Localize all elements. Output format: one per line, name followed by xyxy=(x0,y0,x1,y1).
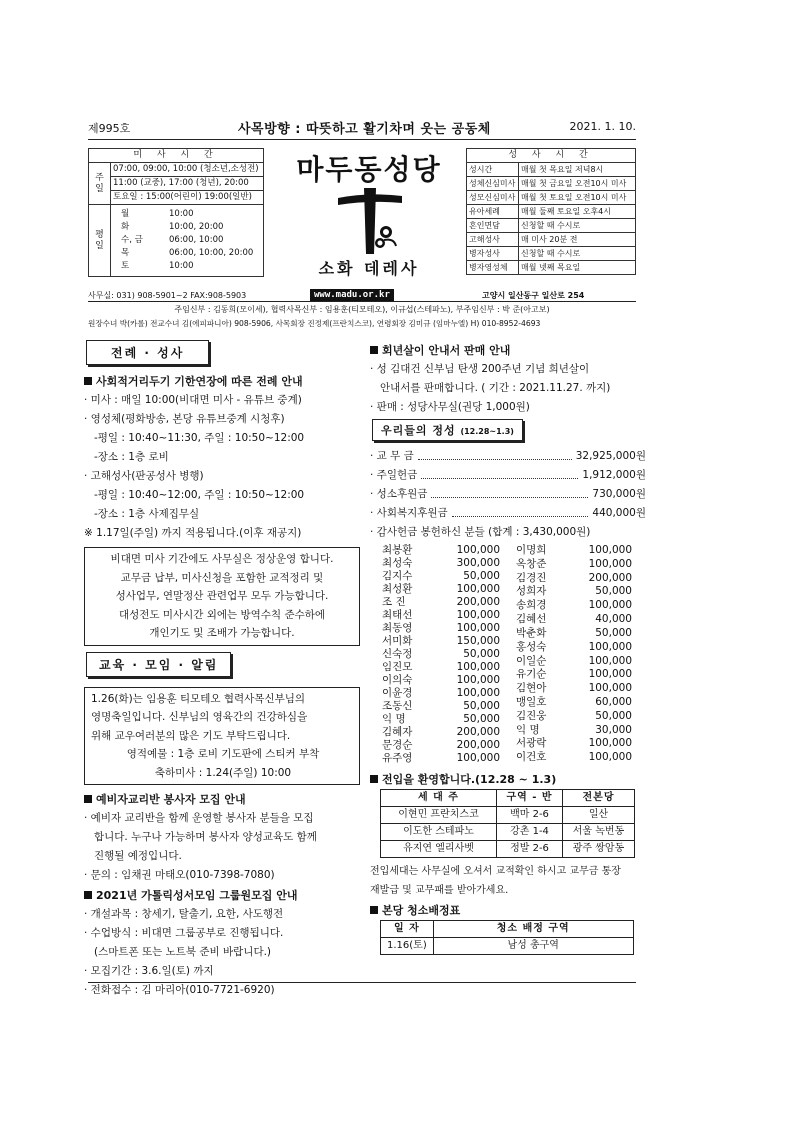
offering-label: · 교 무 금 xyxy=(370,450,414,462)
donor-name: 성희자 xyxy=(516,585,547,598)
donor-name: 조 진 xyxy=(382,596,406,608)
donor-amount: 60,000 xyxy=(595,695,632,708)
cell: 유지연 엘리사벳 xyxy=(381,841,497,858)
feast-notice-box xyxy=(84,687,360,786)
sunday-label: 주 일 xyxy=(89,163,111,205)
offering-amount: 32,925,000원 xyxy=(575,450,646,462)
notice-line: 위해 교우여러분의 많은 기도 부탁드립니다. xyxy=(91,729,291,742)
sacrament-times-title: 성 사 시 간 xyxy=(467,149,636,163)
donor-name: 익 명 xyxy=(382,713,406,725)
text-line: · 전화접수 : 김 마리아(010-7721-6920) xyxy=(84,984,275,996)
donor-amount: 50,000 xyxy=(463,570,500,582)
donor-name: 최봉환 xyxy=(382,544,413,556)
column-header: 세 대 주 xyxy=(381,790,497,807)
offerings-heading xyxy=(372,419,523,441)
text-line: -장소 : 1층 로비 xyxy=(94,451,169,463)
donor-amount: 100,000 xyxy=(456,583,500,595)
donor-amount: 100,000 xyxy=(456,661,500,673)
office-contact: 사무실: 031) 908-5901~2 FAX:908-5903 xyxy=(88,291,247,300)
offering-label: · 사회복지후원금 xyxy=(370,507,448,519)
text-line: 합니다. 누구나 가능하며 봉사자 양성교육도 함께 xyxy=(94,831,317,843)
cell: 이도한 스테파노 xyxy=(381,824,497,841)
sacrament-name: 성체신심미사 xyxy=(467,177,519,191)
donor-name: 유주영 xyxy=(382,752,413,764)
text-line: 전입세대는 사무실에 오셔서 교적확인 하시고 교무금 통장 xyxy=(370,866,621,877)
donor-amount: 100,000 xyxy=(588,668,632,681)
section-title xyxy=(370,771,646,787)
cell: 이현민 프란치스코 xyxy=(381,807,497,824)
donor-amount: 50,000 xyxy=(595,709,632,722)
pastoral-motto: 사목방향 : 따뜻하고 활기차며 웃는 공동체 xyxy=(238,122,491,137)
mass-times-title: 미 사 시 간 xyxy=(89,149,264,163)
thanks-offering-title: · 감사헌금 봉헌하신 분들 (합계 : 3,430,000원) xyxy=(370,526,591,538)
cleaning-title: 본당 청소배정표 xyxy=(382,904,461,917)
sacrament-name: 유아세례 xyxy=(467,205,519,219)
divider xyxy=(88,301,636,302)
donor-amount: 100,000 xyxy=(588,544,632,556)
liturgy-heading: 전례 · 성사 xyxy=(86,340,209,365)
offering-label: · 주일헌금 xyxy=(370,469,418,481)
donor-name: 이명희 xyxy=(516,544,547,556)
sacrament-time: 신청할 때 수시로 xyxy=(519,219,636,233)
donor-name: 익 명 xyxy=(516,723,540,736)
donor-name: 이일순 xyxy=(516,654,547,667)
square-bullet-icon xyxy=(370,906,378,914)
text-line: · 예비자 교리반을 함께 운영할 봉사자 분들을 모집 xyxy=(84,812,314,824)
donor-amount: 300,000 xyxy=(456,557,500,569)
donor-amount: 100,000 xyxy=(456,609,500,621)
staff-line-1: 주임신부 : 김동희(모이세), 협력사목신부 : 임용훈(티모테오), 이규섭(스테파노), 부주임신부 : 박 준(아고보) xyxy=(174,305,550,314)
text-line: · 영성체(평화방송, 본당 유튜브중계 시청후) xyxy=(84,413,285,425)
donor-column-right xyxy=(516,544,632,765)
welcome-table xyxy=(380,789,635,858)
cell: 남성 총구역 xyxy=(433,938,633,955)
donor-amount: 100,000 xyxy=(456,674,500,686)
donor-name: 문경순 xyxy=(382,739,413,751)
column-header: 구역 - 반 xyxy=(497,790,563,807)
sacrament-time: 매월 첫 토요일 오전10시 미사 xyxy=(519,191,636,205)
donor-amount: 100,000 xyxy=(588,640,632,653)
section-title xyxy=(370,902,646,918)
jubilee-title: 회년살이 안내서 판매 안내 xyxy=(382,344,511,357)
text-line: · 성 김대건 신부님 탄생 200주년 기념 희년살이 xyxy=(370,363,590,375)
donor-name: 김경진 xyxy=(516,571,547,584)
text-line: -평일 : 10:40~12:00, 주일 : 10:50~12:00 xyxy=(94,489,305,501)
text-line: · 수업방식 : 비대면 그룹공부로 진행됩니다. xyxy=(84,927,284,939)
office-notice-box xyxy=(84,547,360,646)
donor-name: 이의숙 xyxy=(382,674,413,686)
table-row xyxy=(381,938,634,955)
donor-amount: 40,000 xyxy=(595,613,632,626)
text-line: · 문의 : 임채권 마태오(010-7398-7080) xyxy=(84,869,275,881)
donor-amount: 100,000 xyxy=(456,544,500,556)
weekday-time: 10:00 xyxy=(169,209,194,219)
offerings-heading-label: 우리들의 정성 xyxy=(381,424,456,437)
square-bullet-icon xyxy=(84,795,92,803)
donor-name: 최태선 xyxy=(382,609,413,621)
offering-row xyxy=(370,485,646,504)
donor-name: 김현아 xyxy=(516,682,547,695)
text-line: (스마트폰 또는 노트북 준비 바랍니다.) xyxy=(94,946,272,958)
issue-date: 2021. 1. 10. xyxy=(569,120,636,133)
offering-amount: 730,000원 xyxy=(592,488,646,500)
donor-name: 김진웅 xyxy=(516,709,547,722)
weekday-times xyxy=(111,207,255,274)
weekday-day: 화 xyxy=(121,222,130,232)
issue-number: 제995호 xyxy=(88,122,131,135)
donor-name: 신숙정 xyxy=(382,648,413,660)
donor-amount: 50,000 xyxy=(595,585,632,598)
sacrament-name: 고해성사 xyxy=(467,233,519,247)
sacrament-time: 매월 넷째 목요일 xyxy=(519,261,636,275)
donor-amount: 50,000 xyxy=(463,648,500,660)
donor-amount: 200,000 xyxy=(588,571,632,584)
masthead-row xyxy=(88,118,636,136)
sacrament-name: 병자영성체 xyxy=(467,261,519,275)
donor-amount: 150,000 xyxy=(456,635,500,647)
staff-line-2: 원장수녀 박(카롤) 전교수녀 김(에피파니아) 908-5906, 사목회장 진정제(프란치스코), 연령회장 김미규 (임마누엘) H) 010-8952-4693 xyxy=(88,319,541,328)
square-bullet-icon xyxy=(84,891,92,899)
left-column xyxy=(84,340,360,1000)
church-name: 마두동성당 xyxy=(296,153,442,186)
offering-row xyxy=(370,466,646,485)
donor-name: 서미화 xyxy=(382,635,413,647)
column-header: 전본당 xyxy=(563,790,635,807)
weekday-day: 월 xyxy=(121,209,130,219)
cell: 정발 2-6 xyxy=(497,841,563,858)
donor-amount: 100,000 xyxy=(456,752,500,764)
offering-amount: 440,000원 xyxy=(592,507,646,519)
cell: 서울 녹번동 xyxy=(563,824,635,841)
donor-name: 김혜자 xyxy=(382,726,413,738)
sacrament-name: 성모신심미사 xyxy=(467,191,519,205)
square-bullet-icon xyxy=(84,377,92,385)
offering-label: · 성소후원금 xyxy=(370,488,428,500)
donor-amount: 200,000 xyxy=(456,596,500,608)
church-address: 고양시 일산동구 일산로 254 xyxy=(482,291,585,300)
donor-name: 최성환 xyxy=(382,583,413,595)
sacrament-time: 매월 첫 금요일 오전10시 미사 xyxy=(519,177,636,191)
notice-line: 영명축일입니다. 신부님의 영육간의 건강하심을 xyxy=(91,711,308,723)
church-logo-block xyxy=(274,146,464,284)
donor-name: 이윤경 xyxy=(382,687,413,699)
text-line: ※ 1.17일(주일) 까지 적용됩니다.(이후 재공지) xyxy=(84,527,302,539)
donor-amount: 100,000 xyxy=(588,599,632,612)
donor-amount: 50,000 xyxy=(595,626,632,639)
donor-name: 맹일호 xyxy=(516,695,547,708)
section-title xyxy=(84,791,360,807)
cell: 일산 xyxy=(563,807,635,824)
sunday-times-2: 11:00 (교중), 17:00 (청년), 20:00 xyxy=(111,177,263,191)
catechumen-title: 예비자교리반 봉사자 모집 안내 xyxy=(96,793,246,806)
donor-amount: 100,000 xyxy=(456,687,500,699)
sacrament-time: 매월 둘째 토요일 오후4시 xyxy=(519,205,636,219)
donor-amount: 100,000 xyxy=(588,682,632,695)
text-line: 재발급 및 교무패를 받아가세요. xyxy=(370,885,509,896)
text-line: · 모집기간 : 3.6.일(토) 까지 xyxy=(84,965,214,977)
text-line: 진행될 예정입니다. xyxy=(94,850,182,862)
cleaning-table xyxy=(380,920,634,955)
text-line: -장소 : 1층 사제집무실 xyxy=(94,508,200,520)
weekday-time: 06:00, 10:00, 20:00 xyxy=(169,248,254,258)
table-row xyxy=(381,824,635,841)
donor-name: 이건호 xyxy=(516,751,547,764)
weekday-day: 토 xyxy=(121,261,130,271)
donor-amount: 100,000 xyxy=(588,737,632,750)
column-header: 일 자 xyxy=(381,921,434,938)
text-line: · 미사 : 매일 10:00(비대면 미사 - 유튜브 중계) xyxy=(84,394,302,406)
donor-amount: 200,000 xyxy=(456,739,500,751)
column-header: 청소 배정 구역 xyxy=(433,921,633,938)
weekday-label: 평 일 xyxy=(89,205,111,277)
donor-name: 최동영 xyxy=(382,622,413,634)
donor-list xyxy=(382,544,646,765)
donor-name: 옥창준 xyxy=(516,557,547,570)
donor-name: 유기순 xyxy=(516,668,547,681)
divider xyxy=(88,139,636,140)
sacrament-name: 혼인면담 xyxy=(467,219,519,233)
donor-name: 박춘화 xyxy=(516,626,547,639)
donor-amount: 50,000 xyxy=(463,700,500,712)
donor-amount: 100,000 xyxy=(588,654,632,667)
text-line: 안내서를 판매합니다. ( 기간 : 2021.11.27. 까지) xyxy=(380,382,611,394)
sacrament-name: 병자성사 xyxy=(467,247,519,261)
mass-times-table xyxy=(88,148,264,277)
weekday-time: 06:00, 10:00 xyxy=(169,235,224,245)
notice-line: 대성전도 미사시간 외에는 방역수칙 준수하에 xyxy=(118,608,326,621)
donor-name: 임진모 xyxy=(382,661,413,673)
donor-amount: 100,000 xyxy=(456,622,500,634)
weekday-day: 목 xyxy=(121,248,130,258)
education-heading: 교육 · 모임 · 알림 xyxy=(86,652,231,677)
cell: 백마 2-6 xyxy=(497,807,563,824)
donor-name: 조동신 xyxy=(382,700,413,712)
notice-line: 1.26(화)는 임용훈 티모테오 협력사목신부님의 xyxy=(91,692,306,705)
notice-line: 비대면 미사 기간에도 사무실은 정상운영 합니다. xyxy=(110,553,334,565)
bible-group-title: 2021년 가톨릭성서모임 그룹원모집 안내 xyxy=(96,889,298,902)
cross-rose-icon xyxy=(324,188,414,256)
section-title xyxy=(84,373,360,389)
welcome-title: 전입을 환영합니다.(12.28 ~ 1.3) xyxy=(382,773,557,786)
donor-name: 송희경 xyxy=(516,599,547,612)
square-bullet-icon xyxy=(370,775,378,783)
offering-row xyxy=(370,504,646,523)
weekday-time: 10:00 xyxy=(169,261,194,271)
section-title xyxy=(84,887,360,903)
donor-name: 서광락 xyxy=(516,737,547,750)
table-row xyxy=(381,841,635,858)
sacrament-times-table xyxy=(466,148,636,275)
cell: 강촌 1-4 xyxy=(497,824,563,841)
offerings-range: (12.28~1.3) xyxy=(460,427,514,436)
divider xyxy=(88,982,636,983)
donor-name: 김지수 xyxy=(382,570,413,582)
notice-line: 축하미사 : 1.24(주일) 10:00 xyxy=(154,766,292,779)
donor-amount: 30,000 xyxy=(595,723,632,736)
liturgy-notice-title: 사회적거리두기 기한연장에 따른 전례 안내 xyxy=(96,375,303,388)
website-link[interactable]: www.madu.or.kr xyxy=(310,289,394,301)
donor-amount: 200,000 xyxy=(456,726,500,738)
donor-name: 최성숙 xyxy=(382,557,413,569)
donor-amount: 100,000 xyxy=(588,751,632,764)
right-column xyxy=(370,340,646,959)
text-line: -평일 : 10:40~11:30, 주일 : 10:50~12:00 xyxy=(94,432,305,444)
sacrament-time: 신청할 때 수시로 xyxy=(519,247,636,261)
donor-column-left xyxy=(382,544,500,765)
weekday-day: 수, 금 xyxy=(121,235,143,245)
notice-line: 개인기도 및 조배가 가능합니다. xyxy=(149,627,295,639)
section-title xyxy=(370,342,646,358)
notice-line: 교무금 납부, 미사신청을 포함한 교적정리 및 xyxy=(120,571,324,584)
weekday-time: 10:00, 20:00 xyxy=(169,222,224,232)
cell: 광주 쌍암동 xyxy=(563,841,635,858)
sunday-times-1: 07:00, 09:00, 10:00 (청소년,소성전) xyxy=(111,163,263,177)
donor-amount: 50,000 xyxy=(463,713,500,725)
offering-row xyxy=(370,447,646,466)
cell: 1.16(토) xyxy=(381,938,434,955)
sacrament-time: 매월 첫 목요일 저녁8시 xyxy=(519,163,636,177)
donor-name: 홍성숙 xyxy=(516,640,547,653)
notice-line: 영적예물 : 1층 로비 기도판에 스티커 부착 xyxy=(126,748,320,760)
square-bullet-icon xyxy=(370,346,378,354)
text-line: · 개설과목 : 창세기, 탈출기, 요한, 사도행전 xyxy=(84,908,284,920)
donor-name: 김혜선 xyxy=(516,613,547,626)
offering-amount: 1,912,000원 xyxy=(582,469,646,481)
text-line: · 판매 : 성당사무실(권당 1,000원) xyxy=(370,401,530,413)
patron-saint: 소화 데레사 xyxy=(318,259,420,278)
text-line: · 고해성사(판공성사 병행) xyxy=(84,470,204,482)
table-row xyxy=(381,807,635,824)
saturday-times: 토요일 : 15:00(어린이) 19:00(일반) xyxy=(113,192,252,202)
sacrament-name: 성시간 xyxy=(467,163,519,177)
donor-amount: 100,000 xyxy=(588,557,632,570)
sacrament-time: 매 미사 20분 전 xyxy=(519,233,636,247)
notice-line: 성사업무, 연말정산 관련업무 모두 가능합니다. xyxy=(115,590,329,602)
